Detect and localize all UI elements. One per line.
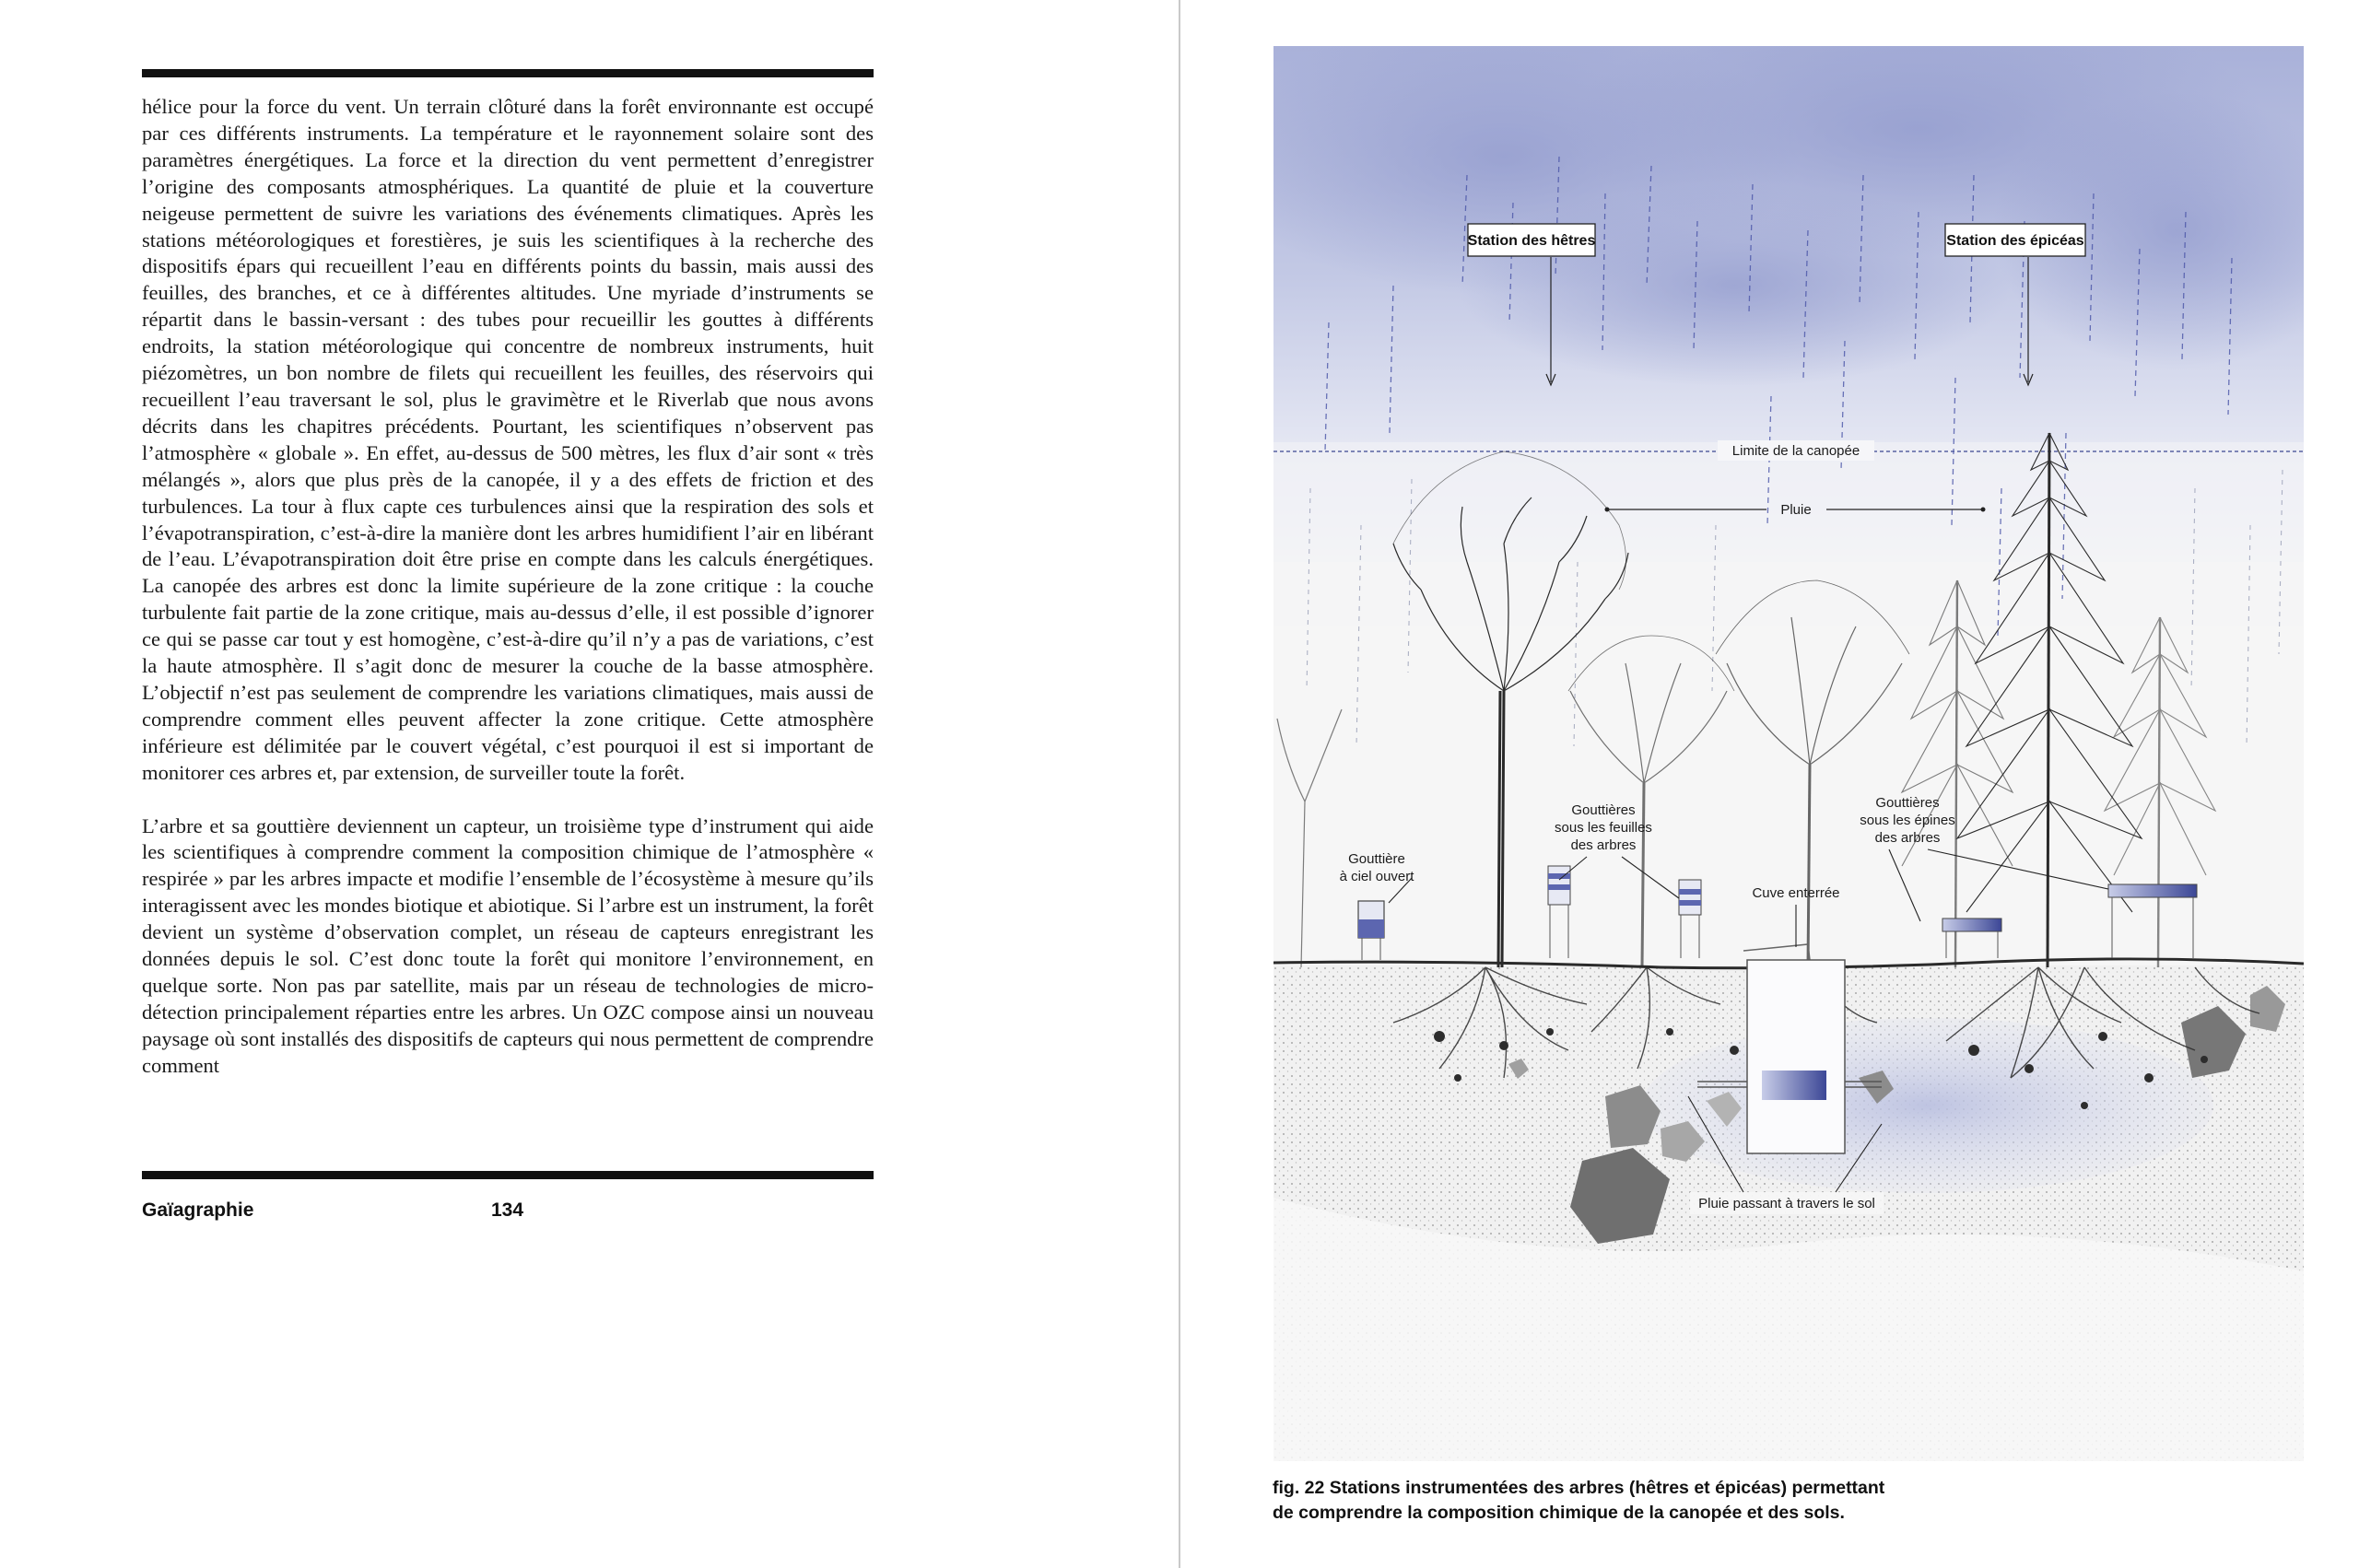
svg-text:Gouttières: Gouttières [1571,802,1636,818]
svg-text:des arbres: des arbres [1570,837,1637,853]
svg-text:des arbres: des arbres [1874,830,1941,846]
svg-text:sous les feuilles: sous les feuilles [1555,820,1652,836]
label-station-epiceas: Station des épicéas [1946,233,2084,249]
figure-caption [1273,1476,2010,1526]
figure-illustration [1273,46,2304,1461]
caption-line-1: fig. 22 Stations instrumentées des arbres (hêtres et épicéas) permettant [1273,1478,1885,1498]
caption-line-2: de comprendre la composition chimique de la canopée et des sols. [1273,1503,1845,1523]
label-pluie-sol: Pluie passant à travers le sol [1698,1196,1875,1211]
station-hetres-box [1468,224,1596,256]
label-limite-canopee: Limite de la canopée [1731,443,1860,459]
svg-text:Gouttière: Gouttière [1348,851,1405,867]
page-number: 134 [491,1199,524,1221]
running-footer-title: Gaïagraphie [142,1199,254,1221]
svg-text:Gouttières: Gouttières [1875,795,1940,811]
label-pluie: Pluie [1780,502,1812,518]
bottom-rule [142,1171,874,1179]
paragraph-2: L’arbre et sa gouttière deviennent un capteur, un troisième type d’instrument qui aide les scientifiques à comprendre comment la composition chimique de l’atmosphère « respirée » par les arbres impacte et modifie l’ensemble de l’écosystème à mesure qu’ils interagissent avec les mondes biotique et abiotique. Si l’arbre est un instrument, la forêt devient un système d’observation complet, un réseau de capteurs enregistrant les données depuis le sol. C’est donc toute la forêt qui monitore l’environnement, en quelque sorte. Non pas par satellite, mais par un réseau de technologies de micro-détection principalement réparties entre les arbres. Un OZC compose ainsi un nouveau paysage où sont installés des dispositifs de capteurs qui nous permettent de comprendre comment [142,813,874,1077]
label-cuve-enterree: Cuve enterrée [1752,885,1840,901]
paragraph-1: hélice pour la force du vent. Un terrain clôturé dans la forêt environnante est occupé par ces différents instruments. La température et le rayonnement solaire sont des paramètres énergétiques. La force et la direction du vent permettent d’enregistrer l’origine des composants atmosphériques. La quantité de pluie et la couverture neigeuse permettent de suivre les variations des événements climatiques. Après les stations météorologiques et forestières, je suis les scientifiques à la recherche des dispositifs épars qui recueillent l’eau en différents points du bassin, mais aussi des feuilles, des branches, et ce à différentes altitudes. Une myriade d’instruments se répartit dans le bassin-versant : des tubes pour recueillir les gouttes à différents endroits, la station météorologique qui concentre de nombreux instruments, huit piézomètres, un bon nombre de filets qui recueillent les feuilles, des réservoirs qui recueillent l’eau traversant le sol, plus le gravimètre et le Riverlab que nous avons décrits dans les chapitres précédents. Pourtant, les scientifiques n’observent pas l’atmosphère « globale ». En effet, au-dessus de 500 mètres, les flux d’air sont « très mélangés », alors que plus près de la canopée, il y a des effets de friction et des turbulences. La tour à flux capte ces turbulences ainsi que la respiration des sols et l’évapotranspiration, c’est-à-dire la manière dont les arbres humidifient l’air en libérant de l’eau. L’évapotranspiration doit être prise en compte dans les calculs énergétiques. La canopée des arbres est donc la limite supérieure de la zone critique : la couche turbulente fait partie de la zone critique, mais au-dessus d’elle, il est possible d’ignorer ce qui se passe car tout y est homogène, c’est-à-dire qu’il n’y a pas de variations, c’est la haute atmosphère. Il s’agit donc de mesurer la couche de la basse atmosphère. L’objectif n’est pas seulement de comprendre les variations climatiques, mais aussi de comprendre comment elles peuvent affecter la zone critique. Cette atmosphère inférieure est délimitée par le couvert végétal, c’est pourquoi il est si important de monitorer ces arbres et, par extension, de surveiller toute la forêt. [142,95,874,784]
label-station-hetres: Station des hêtres [1467,233,1596,249]
top-rule [142,69,874,77]
svg-text:sous les épines: sous les épines [1860,813,1955,828]
body-text [142,94,874,1080]
svg-text:à ciel ouvert: à ciel ouvert [1339,869,1414,884]
station-epiceas-box [1945,224,2085,256]
